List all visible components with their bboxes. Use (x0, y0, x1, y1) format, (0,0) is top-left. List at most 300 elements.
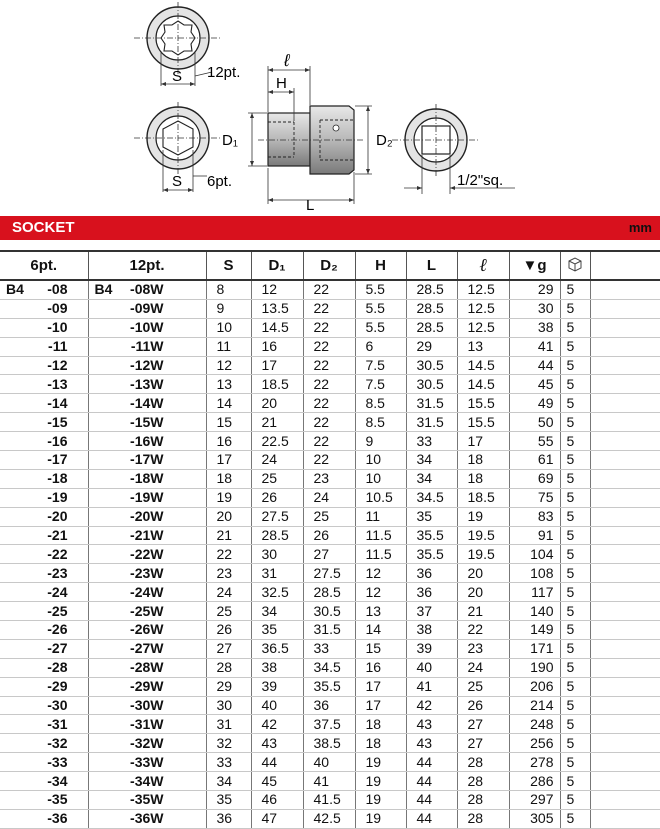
cell-12pt-part: B4 -08W (88, 280, 206, 299)
cell-d1: 28.5 (251, 526, 303, 545)
cell-l-script: 20 (457, 564, 509, 583)
cell-l-script: 18 (457, 451, 509, 470)
cell-l-length: 43 (406, 734, 457, 753)
cell-qty: 5 (560, 639, 590, 658)
cell-blank (590, 413, 660, 432)
cell-qty: 5 (560, 469, 590, 488)
cell-qty: 5 (560, 280, 590, 299)
cell-d2: 23 (303, 469, 355, 488)
cell-l-script: 19.5 (457, 545, 509, 564)
cell-6pt-part: -09 (0, 299, 88, 318)
diagram-label-l-length: L (306, 197, 315, 212)
cell-h: 19 (355, 772, 406, 791)
cell-6pt-part: -31 (0, 715, 88, 734)
cell-l-length: 42 (406, 696, 457, 715)
cell-d1: 27.5 (251, 507, 303, 526)
cell-l-length: 34.5 (406, 488, 457, 507)
cell-12pt-part: -21W (88, 526, 206, 545)
cell-d1: 26 (251, 488, 303, 507)
cell-d1: 16 (251, 337, 303, 356)
cell-l-length: 44 (406, 791, 457, 810)
cell-12pt-part: -27W (88, 639, 206, 658)
cell-d2: 22 (303, 299, 355, 318)
cell-weight: 248 (509, 715, 560, 734)
table-header-row (0, 251, 660, 280)
cell-d1: 14.5 (251, 318, 303, 337)
cell-6pt-part: -23 (0, 564, 88, 583)
table-row (0, 734, 660, 753)
cell-l-script: 27 (457, 715, 509, 734)
cell-6pt-part: -19 (0, 488, 88, 507)
cell-h: 9 (355, 432, 406, 451)
cell-qty: 5 (560, 299, 590, 318)
diagram-label-6pt: 6pt. (207, 173, 233, 190)
cell-weight: 297 (509, 791, 560, 810)
cell-d1: 40 (251, 696, 303, 715)
cell-blank (590, 639, 660, 658)
table-row (0, 469, 660, 488)
cell-6pt-part: -32 (0, 734, 88, 753)
cell-6pt-part: -13 (0, 375, 88, 394)
cell-h: 11 (355, 507, 406, 526)
cell-l-length: 28.5 (406, 280, 457, 299)
cell-s: 11 (206, 337, 251, 356)
cell-d1: 45 (251, 772, 303, 791)
cell-s: 29 (206, 677, 251, 696)
cell-l-length: 38 (406, 621, 457, 640)
header-h: H (355, 251, 406, 280)
cell-s: 13 (206, 375, 251, 394)
cell-h: 7.5 (355, 375, 406, 394)
cell-s: 28 (206, 658, 251, 677)
cell-6pt-part: -21 (0, 526, 88, 545)
cell-12pt-part: -29W (88, 677, 206, 696)
cell-l-length: 44 (406, 809, 457, 828)
diagram-label-l: ℓ (284, 51, 290, 70)
cell-weight: 278 (509, 753, 560, 772)
cell-12pt-part: -11W (88, 337, 206, 356)
cell-l-length: 39 (406, 639, 457, 658)
cell-6pt-part: -36 (0, 809, 88, 828)
cell-d2: 30.5 (303, 602, 355, 621)
cell-qty: 5 (560, 432, 590, 451)
cell-weight: 83 (509, 507, 560, 526)
cell-weight: 214 (509, 696, 560, 715)
cell-l-script: 13 (457, 337, 509, 356)
cell-6pt-part: -20 (0, 507, 88, 526)
cell-weight: 117 (509, 583, 560, 602)
cell-12pt-part: -13W (88, 375, 206, 394)
cell-h: 16 (355, 658, 406, 677)
cell-l-script: 23 (457, 639, 509, 658)
cell-l-length: 30.5 (406, 356, 457, 375)
cell-weight: 104 (509, 545, 560, 564)
cell-l-length: 35 (406, 507, 457, 526)
cell-d2: 40 (303, 753, 355, 772)
cell-h: 18 (355, 715, 406, 734)
box-icon (567, 256, 583, 272)
diagram-label-s-bottom: S (172, 173, 183, 190)
cell-qty: 5 (560, 621, 590, 640)
cell-blank (590, 432, 660, 451)
cell-d2: 36 (303, 696, 355, 715)
socket-side-view (222, 51, 393, 212)
cell-h: 17 (355, 696, 406, 715)
cell-h: 11.5 (355, 526, 406, 545)
cell-l-length: 33 (406, 432, 457, 451)
cell-12pt-part: -32W (88, 734, 206, 753)
cell-d1: 39 (251, 677, 303, 696)
cell-6pt-part: -24 (0, 583, 88, 602)
cell-l-script: 21 (457, 602, 509, 621)
cell-h: 7.5 (355, 356, 406, 375)
cell-d2: 41 (303, 772, 355, 791)
cell-blank (590, 753, 660, 772)
cell-h: 5.5 (355, 299, 406, 318)
cell-blank (590, 602, 660, 621)
header-6pt: 6pt. (0, 251, 88, 280)
cell-l-length: 34 (406, 451, 457, 470)
header-l-script: ℓ (457, 251, 509, 280)
cell-l-script: 14.5 (457, 375, 509, 394)
cell-s: 18 (206, 469, 251, 488)
cell-12pt-part: -20W (88, 507, 206, 526)
cell-s: 21 (206, 526, 251, 545)
cell-blank (590, 734, 660, 753)
table-row (0, 375, 660, 394)
cell-l-script: 18 (457, 469, 509, 488)
cell-blank (590, 809, 660, 828)
diagram-label-square-drive: 1/2"sq. (457, 172, 504, 189)
cell-6pt-part: -34 (0, 772, 88, 791)
cell-s: 24 (206, 583, 251, 602)
cell-12pt-part: -35W (88, 791, 206, 810)
cell-6pt-part: B4 -08 (0, 280, 88, 299)
cell-blank (590, 488, 660, 507)
table-row (0, 413, 660, 432)
cell-12pt-part: -22W (88, 545, 206, 564)
cell-s: 15 (206, 413, 251, 432)
cell-weight: 69 (509, 469, 560, 488)
cell-d1: 43 (251, 734, 303, 753)
cell-h: 13 (355, 602, 406, 621)
cell-d2: 25 (303, 507, 355, 526)
cell-blank (590, 526, 660, 545)
table-row (0, 451, 660, 470)
cell-12pt-part: -17W (88, 451, 206, 470)
cell-qty: 5 (560, 375, 590, 394)
cell-weight: 75 (509, 488, 560, 507)
table-row (0, 753, 660, 772)
cell-qty: 5 (560, 602, 590, 621)
table-row (0, 526, 660, 545)
cell-6pt-part: -16 (0, 432, 88, 451)
cell-s: 35 (206, 791, 251, 810)
cell-d1: 38 (251, 658, 303, 677)
cell-l-script: 22 (457, 621, 509, 640)
cell-d2: 33 (303, 639, 355, 658)
cell-l-script: 28 (457, 809, 509, 828)
cell-12pt-part: -14W (88, 394, 206, 413)
cell-12pt-part: -25W (88, 602, 206, 621)
cell-blank (590, 715, 660, 734)
cell-l-length: 36 (406, 583, 457, 602)
cell-d1: 44 (251, 753, 303, 772)
cell-6pt-part: -30 (0, 696, 88, 715)
cell-qty: 5 (560, 791, 590, 810)
cell-h: 8.5 (355, 413, 406, 432)
cell-d1: 31 (251, 564, 303, 583)
cell-d1: 25 (251, 469, 303, 488)
header-l: L (406, 251, 457, 280)
header-qty (560, 251, 590, 280)
cell-d1: 12 (251, 280, 303, 299)
diagram-label-d1: D₁ (222, 132, 238, 149)
socket-6pt-end-view (134, 102, 232, 192)
cell-6pt-part: -25 (0, 602, 88, 621)
cell-6pt-part: -10 (0, 318, 88, 337)
cell-s: 17 (206, 451, 251, 470)
table-row (0, 488, 660, 507)
table-row (0, 772, 660, 791)
cell-blank (590, 583, 660, 602)
cell-weight: 190 (509, 658, 560, 677)
cell-l-length: 43 (406, 715, 457, 734)
cell-qty: 5 (560, 715, 590, 734)
cell-12pt-part: -18W (88, 469, 206, 488)
cell-qty: 5 (560, 394, 590, 413)
cell-weight: 55 (509, 432, 560, 451)
cell-blank (590, 791, 660, 810)
cell-d2: 28.5 (303, 583, 355, 602)
cell-weight: 44 (509, 356, 560, 375)
cell-12pt-part: -33W (88, 753, 206, 772)
cell-l-script: 12.5 (457, 299, 509, 318)
cell-s: 31 (206, 715, 251, 734)
cell-l-script: 28 (457, 772, 509, 791)
cell-weight: 149 (509, 621, 560, 640)
cell-d1: 21 (251, 413, 303, 432)
cell-blank (590, 545, 660, 564)
cell-h: 10.5 (355, 488, 406, 507)
cell-12pt-part: -09W (88, 299, 206, 318)
cell-l-length: 29 (406, 337, 457, 356)
cell-d2: 22 (303, 394, 355, 413)
cell-12pt-part: -30W (88, 696, 206, 715)
cell-d2: 34.5 (303, 658, 355, 677)
socket-technical-diagram (0, 0, 660, 212)
cell-weight: 91 (509, 526, 560, 545)
cell-l-length: 35.5 (406, 526, 457, 545)
cell-d1: 46 (251, 791, 303, 810)
cell-d2: 24 (303, 488, 355, 507)
header-blank (590, 251, 660, 280)
cell-qty: 5 (560, 753, 590, 772)
cell-l-script: 20 (457, 583, 509, 602)
cell-weight: 108 (509, 564, 560, 583)
cell-weight: 256 (509, 734, 560, 753)
cell-d1: 34 (251, 602, 303, 621)
cell-blank (590, 658, 660, 677)
cell-s: 30 (206, 696, 251, 715)
cell-s: 20 (206, 507, 251, 526)
table-row (0, 639, 660, 658)
cell-6pt-part: -17 (0, 451, 88, 470)
cell-l-length: 28.5 (406, 299, 457, 318)
cell-blank (590, 299, 660, 318)
cell-6pt-part: -35 (0, 791, 88, 810)
cell-h: 5.5 (355, 280, 406, 299)
cell-l-script: 26 (457, 696, 509, 715)
cell-s: 26 (206, 621, 251, 640)
cell-s: 19 (206, 488, 251, 507)
diagram-label-s-top: S (172, 68, 183, 85)
cell-6pt-part: -14 (0, 394, 88, 413)
cell-s: 14 (206, 394, 251, 413)
cell-l-length: 37 (406, 602, 457, 621)
section-title: SOCKET (12, 219, 75, 236)
table-row (0, 809, 660, 828)
cell-s: 27 (206, 639, 251, 658)
table-row (0, 696, 660, 715)
cell-6pt-part: -11 (0, 337, 88, 356)
cell-h: 12 (355, 583, 406, 602)
cell-h: 8.5 (355, 394, 406, 413)
cell-l-script: 12.5 (457, 318, 509, 337)
table-row (0, 545, 660, 564)
table-row (0, 602, 660, 621)
cell-6pt-part: -22 (0, 545, 88, 564)
header-weight: ▼g (509, 251, 560, 280)
cell-qty: 5 (560, 526, 590, 545)
cell-l-script: 15.5 (457, 413, 509, 432)
table-row (0, 715, 660, 734)
cell-qty: 5 (560, 772, 590, 791)
cell-h: 19 (355, 791, 406, 810)
table-row (0, 507, 660, 526)
cell-blank (590, 564, 660, 583)
table-row (0, 677, 660, 696)
cell-d2: 22 (303, 413, 355, 432)
cell-l-length: 31.5 (406, 413, 457, 432)
cell-s: 32 (206, 734, 251, 753)
cell-qty: 5 (560, 583, 590, 602)
diagram-label-h: H (276, 75, 287, 92)
cell-d1: 36.5 (251, 639, 303, 658)
cell-d2: 22 (303, 432, 355, 451)
cell-d1: 18.5 (251, 375, 303, 394)
cell-12pt-part: -12W (88, 356, 206, 375)
socket-spec-table (0, 250, 660, 829)
cell-h: 5.5 (355, 318, 406, 337)
table-row (0, 280, 660, 299)
cell-l-script: 19 (457, 507, 509, 526)
cell-s: 36 (206, 809, 251, 828)
cell-d2: 22 (303, 318, 355, 337)
cell-weight: 41 (509, 337, 560, 356)
cell-l-script: 15.5 (457, 394, 509, 413)
cell-d2: 35.5 (303, 677, 355, 696)
cell-qty: 5 (560, 696, 590, 715)
cell-s: 10 (206, 318, 251, 337)
cell-6pt-part: -27 (0, 639, 88, 658)
cell-s: 34 (206, 772, 251, 791)
cell-d2: 22 (303, 337, 355, 356)
section-banner (0, 216, 660, 240)
cell-d2: 27 (303, 545, 355, 564)
cell-6pt-part: -28 (0, 658, 88, 677)
cell-qty: 5 (560, 318, 590, 337)
cell-12pt-part: -28W (88, 658, 206, 677)
table-row (0, 432, 660, 451)
cell-qty: 5 (560, 564, 590, 583)
cell-12pt-part: -10W (88, 318, 206, 337)
cell-h: 14 (355, 621, 406, 640)
cell-12pt-part: -24W (88, 583, 206, 602)
cell-l-script: 27 (457, 734, 509, 753)
cell-weight: 50 (509, 413, 560, 432)
header-12pt: 12pt. (88, 251, 206, 280)
cell-6pt-part: -18 (0, 469, 88, 488)
cell-d1: 13.5 (251, 299, 303, 318)
cell-l-script: 18.5 (457, 488, 509, 507)
cell-d2: 42.5 (303, 809, 355, 828)
cell-d1: 35 (251, 621, 303, 640)
cell-d2: 22 (303, 280, 355, 299)
cell-12pt-part: -31W (88, 715, 206, 734)
cell-s: 33 (206, 753, 251, 772)
cell-d2: 41.5 (303, 791, 355, 810)
cell-6pt-part: -29 (0, 677, 88, 696)
table-row (0, 791, 660, 810)
cell-s: 25 (206, 602, 251, 621)
cell-weight: 61 (509, 451, 560, 470)
cell-d2: 38.5 (303, 734, 355, 753)
cell-weight: 49 (509, 394, 560, 413)
cell-l-script: 28 (457, 753, 509, 772)
cell-12pt-part: -19W (88, 488, 206, 507)
cell-h: 10 (355, 451, 406, 470)
cell-d1: 24 (251, 451, 303, 470)
cell-d1: 17 (251, 356, 303, 375)
cell-12pt-part: -23W (88, 564, 206, 583)
cell-h: 19 (355, 809, 406, 828)
cell-blank (590, 337, 660, 356)
cell-weight: 30 (509, 299, 560, 318)
cell-weight: 29 (509, 280, 560, 299)
cell-d2: 37.5 (303, 715, 355, 734)
cell-s: 16 (206, 432, 251, 451)
cell-qty: 5 (560, 507, 590, 526)
cell-weight: 38 (509, 318, 560, 337)
cell-qty: 5 (560, 809, 590, 828)
cell-blank (590, 621, 660, 640)
table-row (0, 583, 660, 602)
cell-d1: 20 (251, 394, 303, 413)
cell-l-script: 12.5 (457, 280, 509, 299)
cell-weight: 286 (509, 772, 560, 791)
cell-h: 19 (355, 753, 406, 772)
cell-h: 17 (355, 677, 406, 696)
cell-qty: 5 (560, 677, 590, 696)
cell-blank (590, 356, 660, 375)
cell-6pt-part: -15 (0, 413, 88, 432)
cell-blank (590, 280, 660, 299)
cell-l-script: 14.5 (457, 356, 509, 375)
diagram-label-12pt: 12pt. (207, 64, 241, 81)
cell-qty: 5 (560, 356, 590, 375)
cell-h: 11.5 (355, 545, 406, 564)
